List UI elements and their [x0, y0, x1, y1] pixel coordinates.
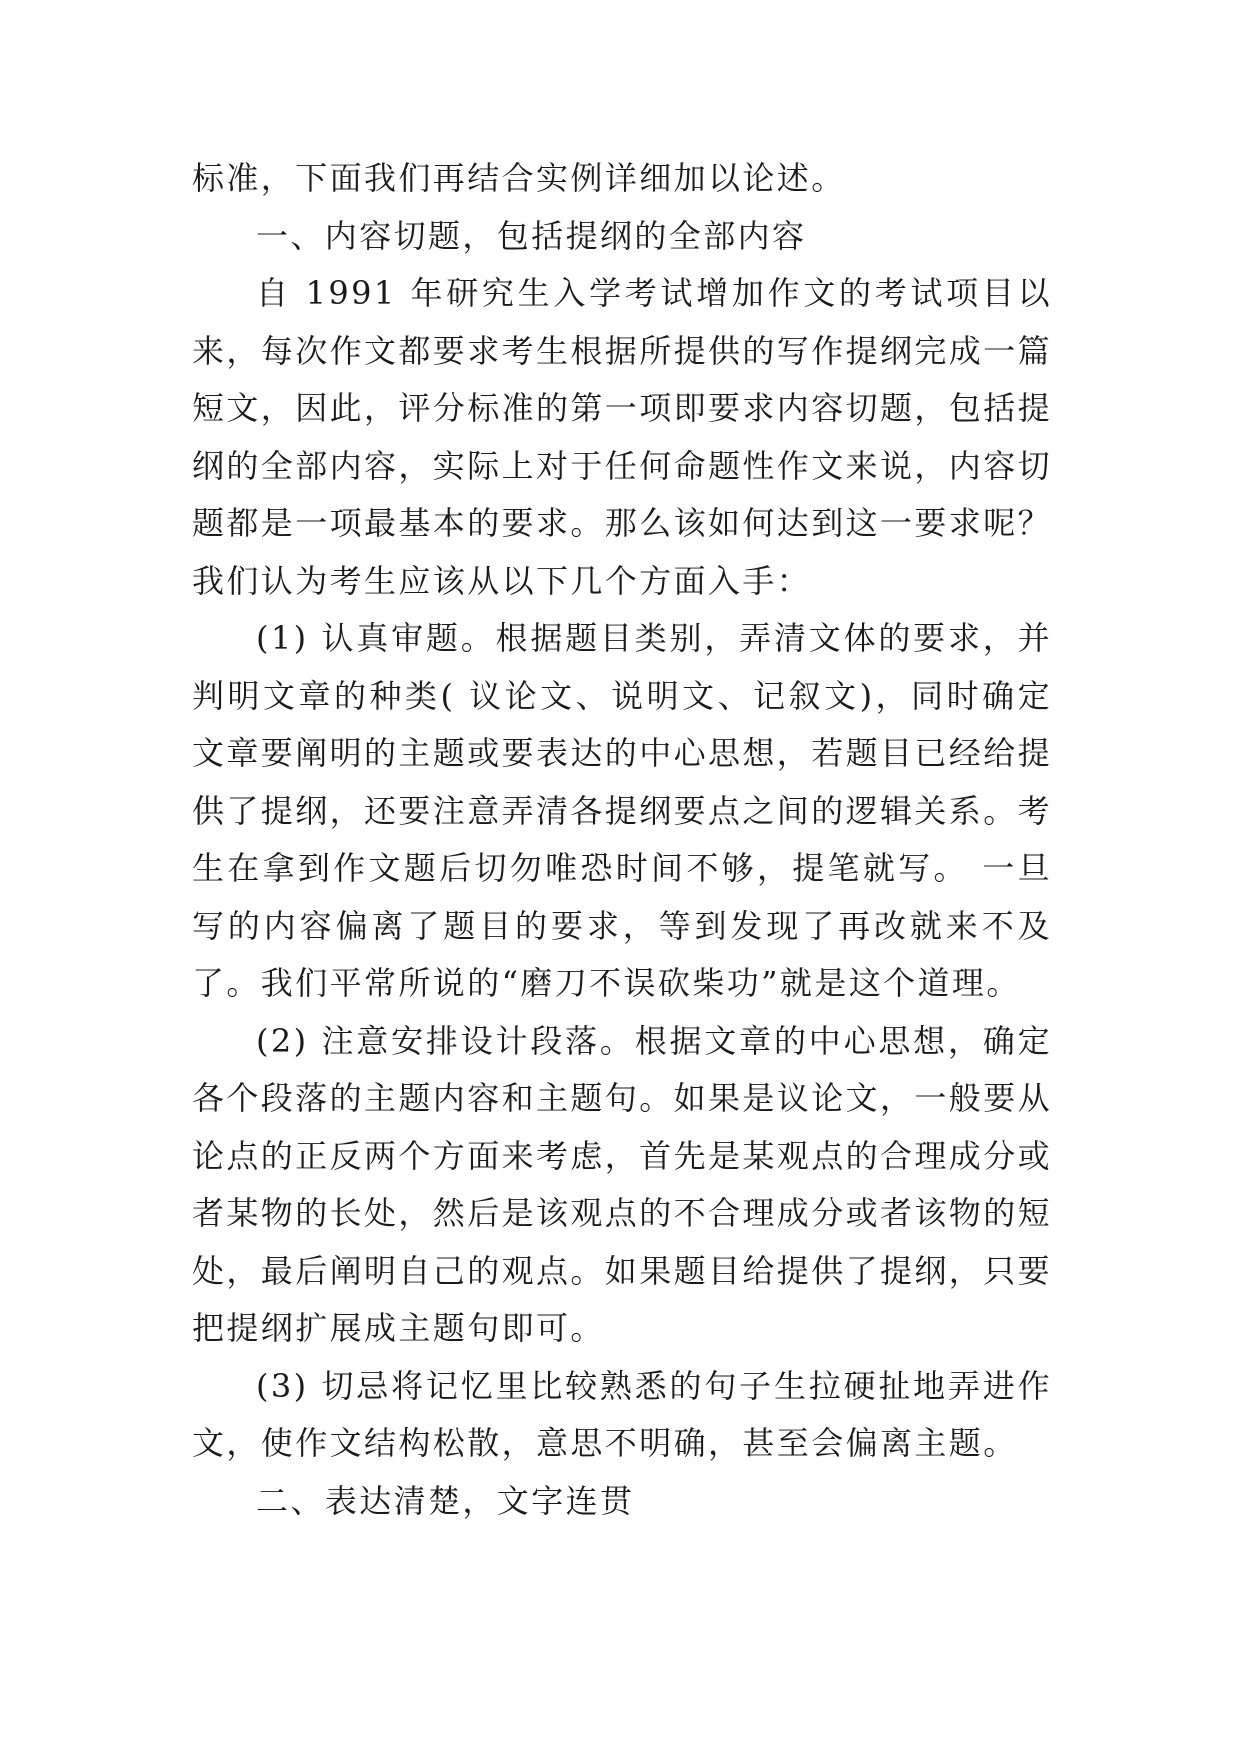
paragraph-continuation: 标准，下面我们再结合实例详细加以论述。 [192, 159, 846, 197]
document-body [192, 150, 1052, 1530]
paragraph-point-1: (1) 认真审题。根据题目类别，弄清文体的要求，并判明文章的种类( 议论文、说明文、记叙文)，同时确定文章要阐明的主题或要表达的中心思想，若题目已经给提供了提纲，还要注意弄清各提纲要点之间的逻辑关系。考生在拿到作文题后切勿唯恐时间不够，提笔就写。 一旦写的内容偏离了题目的要求，等到发现了再改就来不及了。我们平常所说的“磨刀不误砍柴功”就是这个道理。 [192, 619, 1053, 1002]
paragraph-point-3: (3) 切忌将记忆里比较熟悉的句子生拉硬扯地弄进作文，使作文结构松散，意思不明确，甚至会偏离主题。 [192, 1366, 1052, 1462]
section-heading-2: 二、表达清楚，文字连贯 [256, 1481, 635, 1520]
section-heading-1: 一、内容切题，包括提纲的全部内容 [256, 216, 807, 255]
paragraph-intro: 自 1991 年研究生入学考试增加作文的考试项目以来，每次作文都要求考生根据所提供的写作提纲完成一篇短文，因此，评分标准的第一项即要求内容切题，包括提纲的全部内容，实际上对于任何命题性作文来说，内容切题都是一项最基本的要求。那么该如何达到这一要求呢？我们认为考生应该从以下几个方面入手： [192, 274, 1053, 600]
paragraph-point-2: (2) 注意安排设计段落。根据文章的中心思想，确定各个段落的主题内容和主题句。如果是议论文，一般要从论点的正反两个方面来考虑，首先是某观点的合理成分或者某物的长处，然后是该观点的不合理成分或者该物的短处，最后阐明自己的观点。如果题目给提供了提纲，只要把提纲扩展成主题句即可。 [192, 1021, 1053, 1347]
